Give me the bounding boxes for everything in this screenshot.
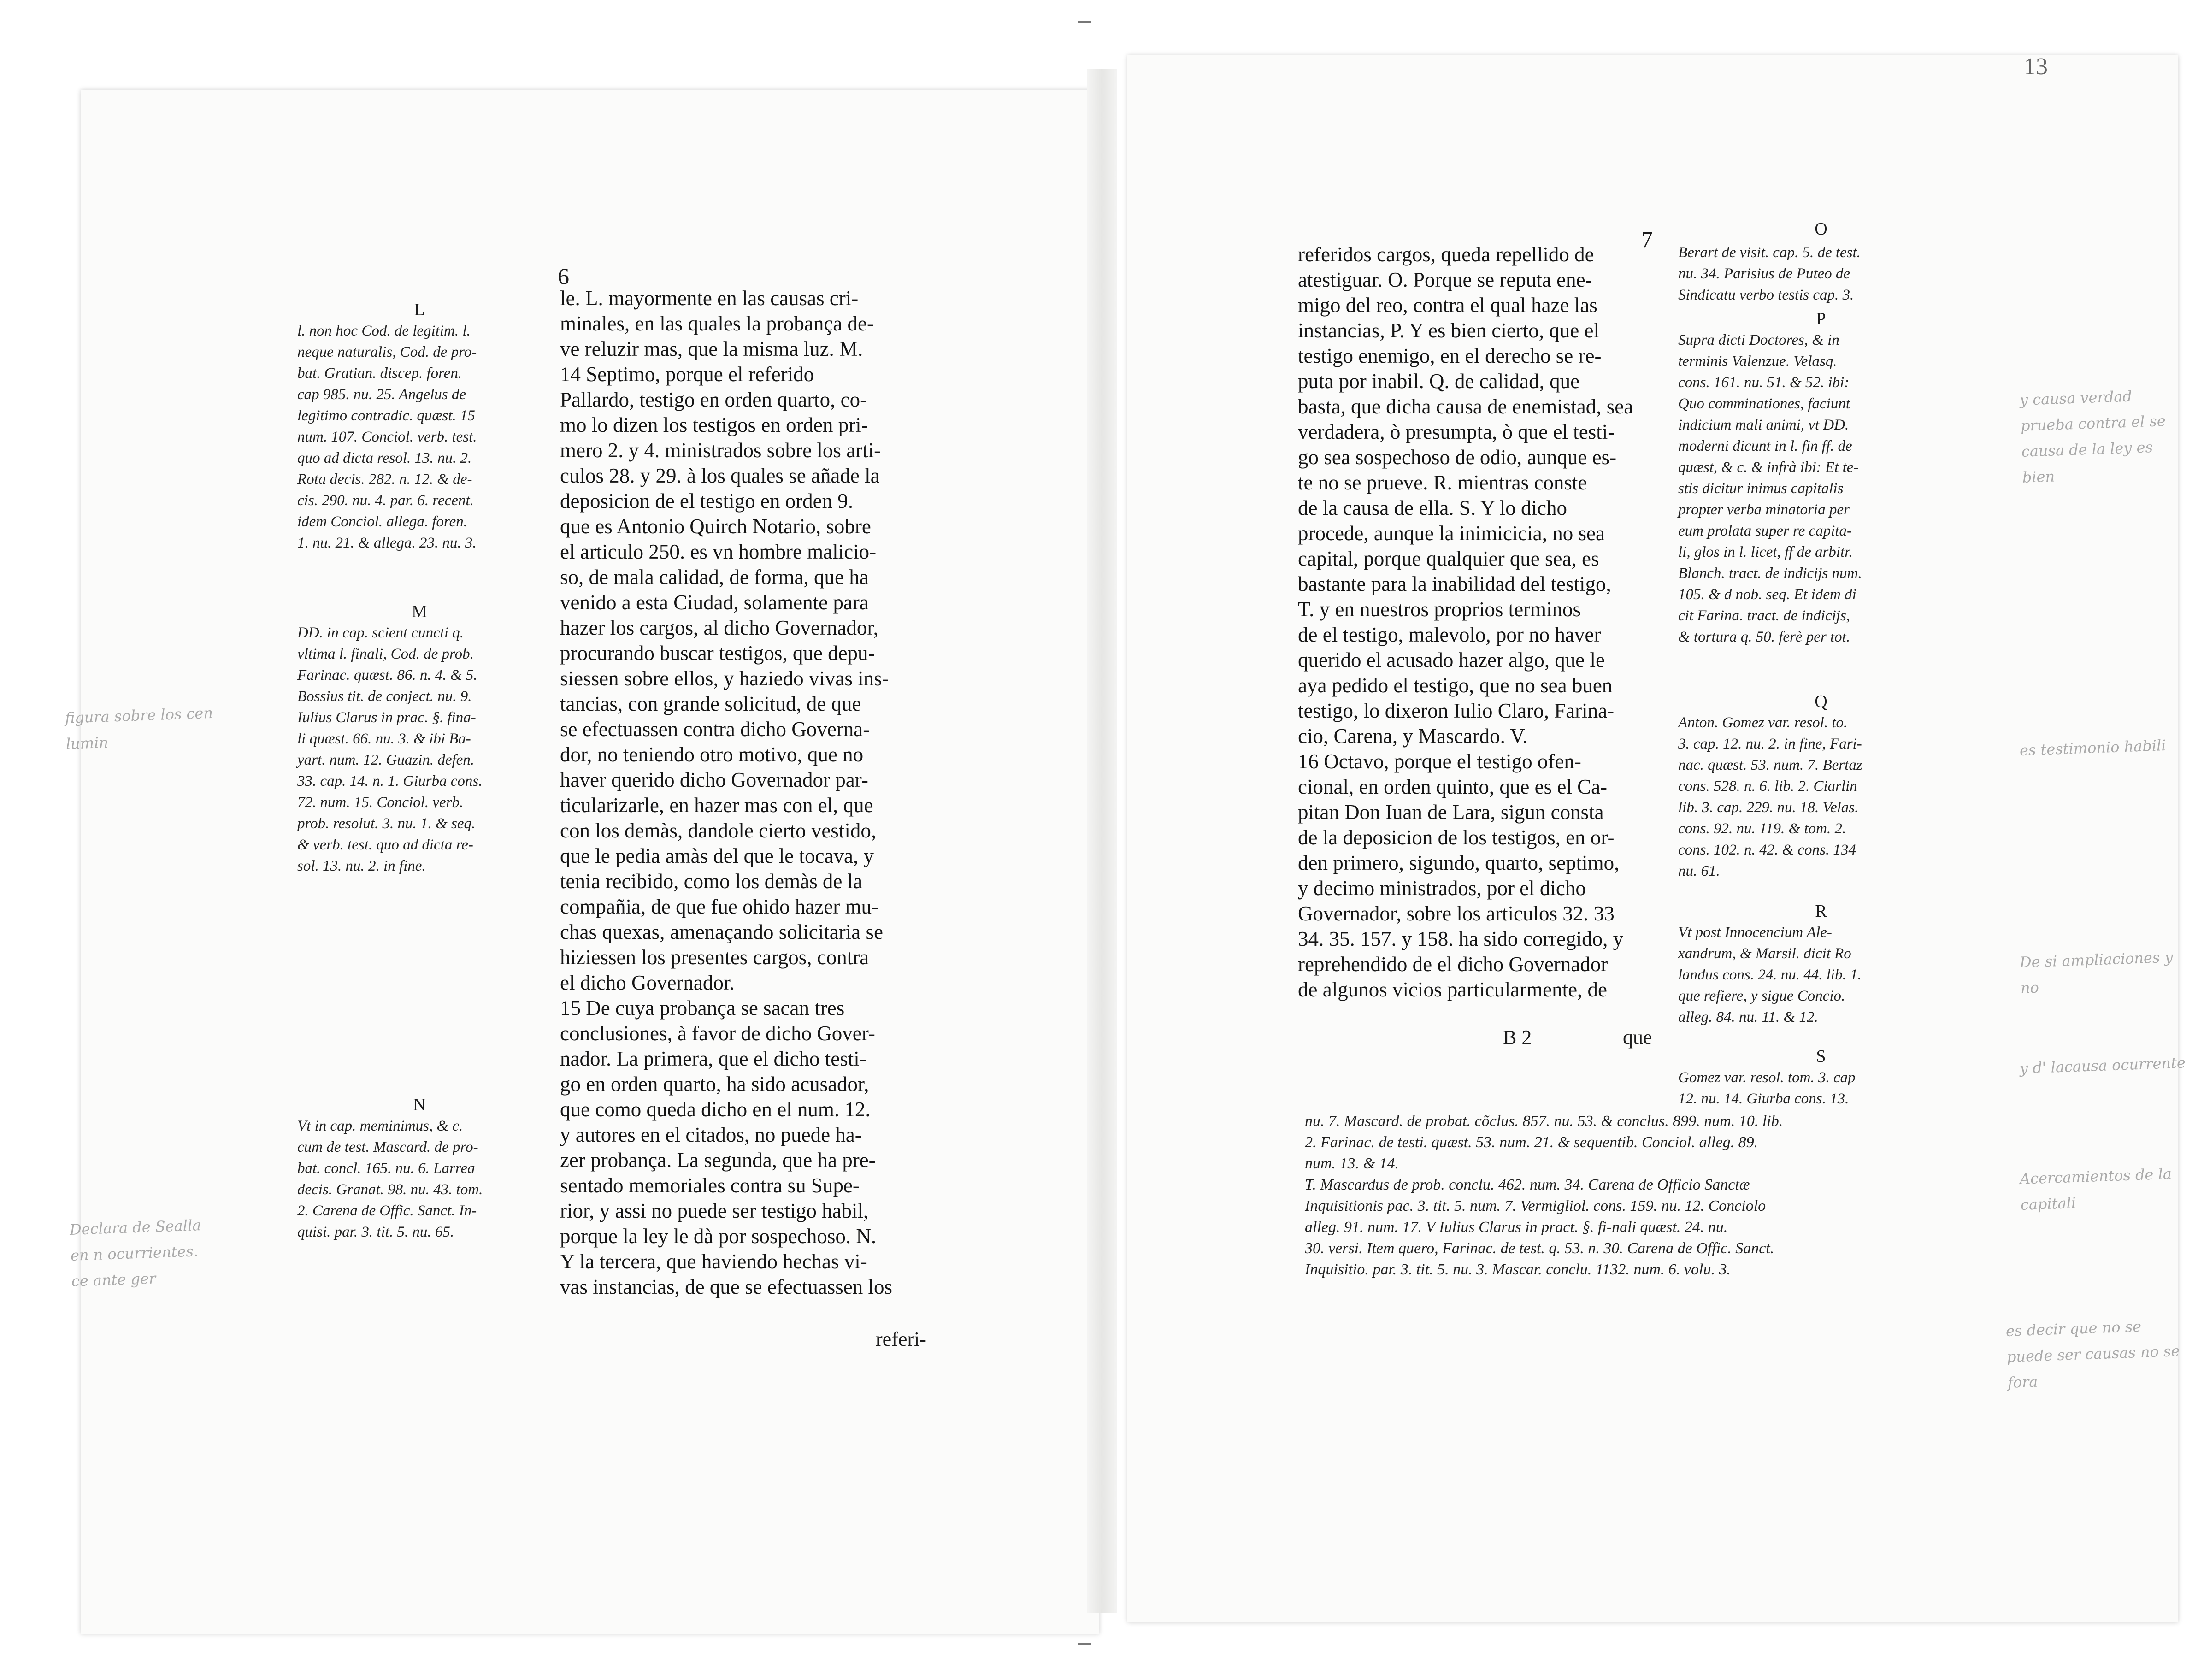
handwritten-annotation: De si ampliaciones y no (2019, 948, 2174, 997)
note-letter: S (1816, 1047, 1826, 1066)
folio-number: 13 (2024, 53, 2048, 80)
note-letter: Q (1815, 692, 1827, 711)
margin-note: Gomez var. resol. tom. 3. cap 12. nu. 14. Giurba cons. 13. (1678, 1069, 1856, 1107)
handwritten-annotation: Declara de Sealla en n ocurrientes. ce ante ger (69, 1216, 201, 1290)
catchword: que (1623, 1026, 1652, 1049)
handwritten-annotation: es decir que no se puede ser causas no se fora (2005, 1317, 2180, 1391)
handwritten-annotation: y d' lacausa ocurrente (2019, 1054, 2186, 1077)
handwritten-annotation: es testimonio habili (2019, 736, 2167, 759)
right-page (1102, 0, 2204, 1680)
margin-note: Vt in cap. meminimus, & c. cum de test. Mascard. de pro- bat. concl. 165. nu. 6. Larrea decis. Granat. 98. nu. 43. tom. 2. Carena de Offic. Sanct. In- quisi. par. 3. tit. 5. nu. 65. (297, 1118, 483, 1240)
margin-note: Berart de visit. cap. 5. de test. nu. 34. Parisius de Puteo de Sindicatu verbo testis cap. 3. (1678, 244, 1861, 303)
body-text: le. L. mayormente en las causas cri- minales, en las quales la probança de- ve reluzir mas, que la misma luz. M. 14 Septimo, porque el referido Pallardo, testigo en orden quarto, co- mo lo dizen los testigos en orden pri- mero 2. y 4. ministrados sobre los arti- culos 28. y 29. à los quales se añade la deposicion de el testigo en orden 9. que es Antonio Quirch Notario, sobre el articulo 250. es vn hombre malicio- so, de mala calidad, de forma, que ha venido a esta Ciudad, solamente para hazer los cargos, al dicho Governador, procurando buscar testigos, que depu- siessen sobre ellos, y haziedo vivas ins- tancias, con grande solicitud, de que se efectuassen contra dicho Governa- dor, no teniendo otro motivo, que no haver querido dicho Governador par- ticularizarle, en hazer mas con el, que con los demàs, dandole cierto vestido, que le pedia amàs del que le tocava, y tenia recibido, como los demàs de la compañia, de que fue ohido hazer mu- chas quexas, amenaçando solicitaria se hiziessen los presentes cargos, contra el dicho Governador. 15 De cuya probança se sacan tres conclusiones, à favor de dicho Gover- nador. La primera, que el dicho testi- go en orden quarto, ha sido acusador, que como queda dicho en el num. 12. y autores en el citados, no puede ha- zer probança. La segunda, que ha pre- sentado memoriales contra su Supe- rior, y assi no puede ser testigo habil, porque la ley le dà por sospechoso. N. Y la tercera, que haviendo hechas vi- vas instancias, de que se efectuassen los (560, 287, 893, 1298)
margin-note: Supra dicti Doctores, & in terminis Valenzue. Velasq. cons. 161. nu. 51. & 52. ibi: Quo comminationes, faciunt indicium mali animi, vt DD. moderni dicunt in l. fin ff. de quæst, & c. & infrà ibi: Et te- stis dicitur inimus capitalis propter verba minatoria per eum prolata super re capita- li, glos in l. licet, ff de arbitr. Blanch. tract. de indicijs num. 105. & d nob. seq. Et idem di cit Farina. tract. de indicijs, & tortura q. 50. ferè per tot. (1678, 332, 1862, 645)
handwritten-annotation: Acercamientos de la capitali (2019, 1165, 2172, 1214)
note-letter: R (1815, 902, 1827, 921)
page-number: 6 (558, 263, 569, 289)
note-letter: N (413, 1095, 426, 1114)
note-letter: L (414, 300, 425, 319)
handwritten-annotation: figura sobre los cen lumin (65, 704, 213, 753)
top-edge-mark (1078, 21, 1091, 23)
body-text: referidos cargos, queda repellido de atestiguar. O. Porque se reputa ene- migo del reo, contra el qual haze las instancias, P. Y es bien cierto, que el testigo enemigo, en el derecho se re- puta por inabil. Q. de calidad, que basta, que dicha causa de enemistad, sea verdadera, ò presumpta, ò que el testi- go sea sospechoso de odio, aunque es- te no se prueve. R. mientras conste de la causa de ella. S. Y lo dicho procede, aunque la inimicicia, no sea capital, porque qualquier que sea, es bastante para la inabilidad del testigo, T. y en nuestros proprios terminos de el testigo, malevolo, por no haver querido el acusado hazer algo, que le aya pedido el testigo, que no sea buen testigo, lo dixeron Iulio Claro, Farina- cio, Carena, y Mascardo. V. 16 Octavo, porque el testigo ofen- cional, en orden quinto, que es el Ca- pitan Don Iuan de Lara, sigun consta de la deposicion de los testigos, en or- den primero, sigundo, quarto, septimo, y decimo ministrados, por el dicho Governador, sobre los articulos 32. 33 34. 35. 157. y 158. ha sido corregido, y reprehendido de el dicho Governador de algunos vicios particularmente, de (1298, 243, 1633, 1001)
note-letter: O (1815, 219, 1827, 239)
margin-note: Vt post Innocencium Ale- xandrum, & Marsil. dicit Ro landus cons. 24. nu. 44. lib. 1. que refiere, y sigue Concio. alleg. 84. nu. 11. & 12. (1678, 924, 1862, 1026)
note-letter: M (412, 602, 427, 621)
note-letter: P (1816, 309, 1826, 329)
catchword: referi- (876, 1328, 926, 1350)
signature-mark: B 2 (1503, 1026, 1532, 1049)
footnotes: nu. 7. Mascard. de probat. cõclus. 857. nu. 53. & conclus. 899. num. 10. lib. 2. Farinac. de testi. quæst. 53. num. 21. & sequentib. Conciol. alleg. 89. num. 13. & 14. T. Mascardus de prob. conclu. 462. num. 34. Carena de Officio Sanctæ Inquisitionis pac. 3. tit. 5. num. 7. Vermigliol. cons. 159. nu. 12. Conciolo alleg. 91. num. 17. V Iulius Clarus in pract. §. fi-nali quæst. 24. nu. 30. versi. Item quero, Farinac. de test. q. 53. n. 30. Carena de Offic. Sanct. Inquisitio. par. 3. tit. 5. nu. 3. Mascar. conclu. 1132. num. 6. volu. 3. (1305, 1113, 1783, 1278)
handwritten-annotation: y causa verdad prueba contra el se causa de la ley es bien (2019, 387, 2166, 486)
bottom-edge-mark (1078, 1643, 1091, 1645)
margin-note: DD. in cap. scient cuncti q. vltima l. finali, Cod. de prob. Farinac. quæst. 86. n. 4. & 5. Bossius tit. de conject. nu. 9. Iulius Clarus in prac. §. fina- li quæst. 66. nu. 3. & ibi Ba- yart. num. 12. Guazin. defen. 33. cap. 14. n. 1. Giurba cons. 72. num. 15. Conciol. verb. prob. resolut. 3. nu. 1. & seq. & verb. test. quo ad dicta re- sol. 13. nu. 2. in fine. (297, 625, 483, 874)
page-number: 7 (1641, 226, 1653, 252)
margin-note: l. non hoc Cod. de legitim. l. neque naturalis, Cod. de pro- bat. Gratian. discep. foren. cap 985. nu. 25. Angelus de legitimo contradic. quæst. 15 num. 107. Conciol. verb. test. quo ad dicta resol. 13. nu. 2. Rota decis. 282. n. 12. & de- cis. 290. nu. 4. par. 6. recent. idem Conciol. allega. foren. 1. nu. 21. & allega. 23. nu. 3. (297, 323, 477, 551)
margin-note: Anton. Gomez var. resol. to. 3. cap. 12. nu. 2. in fine, Fari- nac. quæst. 53. num. 7. Bertaz cons. 528. n. 6. lib. 2. Ciarlin lib. 3. cap. 229. nu. 18. Velas. cons. 92. nu. 119. & tom. 2. cons. 102. n. 42. & cons. 134 nu. 61. (1678, 714, 1862, 879)
